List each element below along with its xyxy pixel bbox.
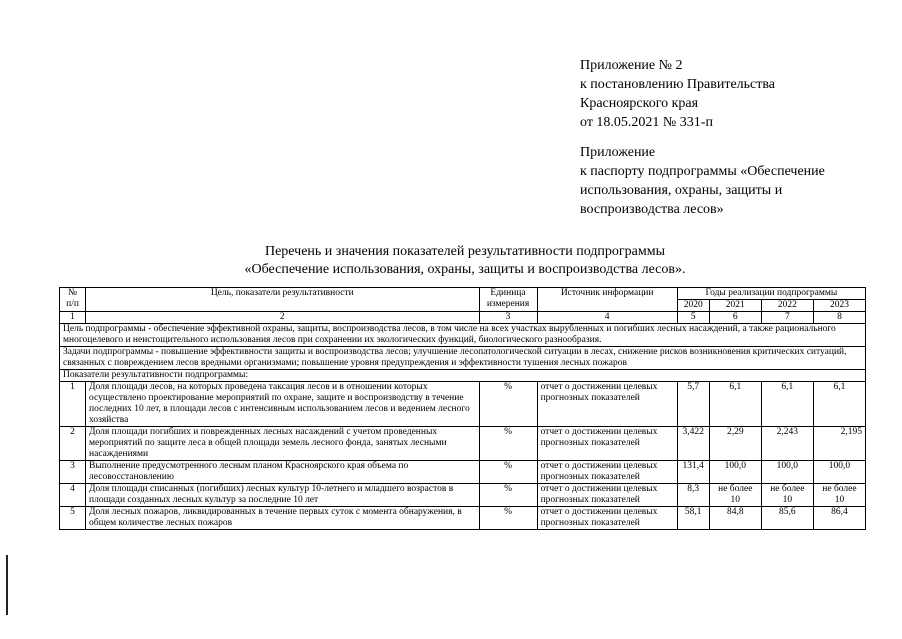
header-source: Источник информации	[537, 288, 677, 312]
header-year: 2022	[761, 300, 813, 312]
header-row	[60, 288, 866, 300]
appendix-subheader	[580, 143, 825, 219]
document-title	[120, 243, 810, 279]
goal-row	[60, 324, 866, 347]
indicator-source: отчет о достижении целевых прогнозных показателей	[537, 461, 677, 484]
value-2023: 86,4	[813, 507, 865, 530]
indicator-source: отчет о достижении целевых прогнозных показателей	[537, 382, 677, 427]
value-2022: 6,1	[761, 382, 813, 427]
value-2021: 2,29	[709, 427, 761, 461]
index-cell: 3	[479, 312, 537, 324]
row-number: 1	[60, 382, 86, 427]
indicators-table	[59, 287, 866, 530]
index-cell: 7	[761, 312, 813, 324]
header-unit: Единица измерения	[479, 288, 537, 312]
indicator-unit: %	[479, 484, 537, 507]
title-line-1: Перечень и значения показателей результативности подпрограммы	[264, 244, 666, 259]
value-2022: 2,243	[761, 427, 813, 461]
value-2022: 85,6	[761, 507, 813, 530]
header-goal: Цель, показатели результативности	[86, 288, 479, 312]
appendix-header-line: к постановлению Правительства	[580, 77, 776, 92]
value-2022: 100,0	[761, 461, 813, 484]
header-years: Годы реализации подпрограммы	[677, 288, 865, 300]
table-row	[60, 382, 866, 427]
tasks-text: Задачи подпрограммы - повышение эффективности защиты и воспроизводства лесов; улучшение лесопатологической ситуации в лесах, снижение рисков возникновения критических ситуаций, связанных с повреждением лесов вредными организмами; повышение уровня предупреждения и эффективности тушения лесных пожаров	[60, 347, 866, 370]
index-cell: 8	[813, 312, 865, 324]
row-number: 4	[60, 484, 86, 507]
appendix-sub-line: использования, охраны, защиты и	[580, 183, 783, 198]
value-2021: 84,8	[709, 507, 761, 530]
indicators-label: Показатели результативности подпрограммы:	[60, 370, 866, 382]
value-2023: не более 10	[813, 484, 865, 507]
appendix-sub-line: воспроизводства лесов»	[580, 202, 724, 217]
index-row	[60, 312, 866, 324]
tasks-row	[60, 347, 866, 370]
indicators-label-row	[60, 370, 866, 382]
goal-text: Цель подпрограммы - обеспечение эффективной охраны, защиты, воспроизводства лесов, в том числе на всех участках вырубленных и погибших лесных насаждений, а также рационального многоцелевого и неистощительного использования лесов при сохранении их экологических функций, биологического разнообразия.	[60, 324, 866, 347]
appendix-header-line: Красноярского края	[580, 96, 699, 111]
indicator-unit: %	[479, 427, 537, 461]
index-cell: 1	[60, 312, 86, 324]
value-2023: 6,1	[813, 382, 865, 427]
value-2023: 2,195	[813, 427, 865, 461]
header-year: 2021	[709, 300, 761, 312]
indicator-name: Доля лесных пожаров, ликвидированных в течение первых суток с момента обнаружения, в общем количестве лесных пожаров	[86, 507, 479, 530]
indicator-name: Доля площади лесов, на которых проведена таксация лесов и в отношении которых осуществлено проектирование мероприятий по охране, защите и воспроизводству в течение последних 10 лет, в площади лесов с интенсивным использованием лесов и ведением лесного хозяйства	[86, 382, 479, 427]
index-cell: 2	[86, 312, 479, 324]
table-row	[60, 484, 866, 507]
indicator-unit: %	[479, 461, 537, 484]
table-row	[60, 461, 866, 484]
value-2020: 8,3	[677, 484, 709, 507]
appendix-header-line: Приложение № 2	[580, 58, 683, 73]
indicator-unit: %	[479, 507, 537, 530]
table-row	[60, 427, 866, 461]
value-2020: 5,7	[677, 382, 709, 427]
title-line-2: «Обеспечение использования, охраны, защиты и воспроизводства лесов».	[244, 262, 686, 277]
value-2020: 131,4	[677, 461, 709, 484]
appendix-sub-line: к паспорту подпрограммы «Обеспечение	[580, 164, 825, 179]
value-2021: 100,0	[709, 461, 761, 484]
value-2022: не более 10	[761, 484, 813, 507]
indicator-name: Выполнение предусмотренного лесным планом Красноярского края объема по лесовосстановлению	[86, 461, 479, 484]
header-num: № п/п	[60, 288, 86, 312]
appendix-header	[580, 56, 775, 132]
index-cell: 4	[537, 312, 677, 324]
row-number: 3	[60, 461, 86, 484]
header-year: 2020	[677, 300, 709, 312]
indicator-name: Доля площади погибших и поврежденных лесных насаждений с учетом проведенных мероприятий по защите леса в общей площади земель лесного фонда, занятых лесными насаждениями	[86, 427, 479, 461]
index-cell: 5	[677, 312, 709, 324]
indicator-name: Доля площади списанных (погибших) лесных культур 10-летнего и младшего возрастов в площади созданных лесных культур за последние 10 лет	[86, 484, 479, 507]
value-2021: 6,1	[709, 382, 761, 427]
value-2020: 58,1	[677, 507, 709, 530]
indicator-unit: %	[479, 382, 537, 427]
value-2021: не более 10	[709, 484, 761, 507]
row-number: 2	[60, 427, 86, 461]
indicator-source: отчет о достижении целевых прогнозных показателей	[537, 427, 677, 461]
appendix-header-line: от 18.05.2021 № 331-п	[580, 115, 713, 130]
index-cell: 6	[709, 312, 761, 324]
header-year: 2023	[813, 300, 865, 312]
value-2023: 100,0	[813, 461, 865, 484]
indicator-source: отчет о достижении целевых прогнозных показателей	[537, 484, 677, 507]
scan-edge-mark	[6, 555, 8, 615]
value-2020: 3,422	[677, 427, 709, 461]
appendix-sub-line: Приложение	[580, 145, 656, 160]
row-number: 5	[60, 507, 86, 530]
indicator-source: отчет о достижении целевых прогнозных показателей	[537, 507, 677, 530]
table-row	[60, 507, 866, 530]
